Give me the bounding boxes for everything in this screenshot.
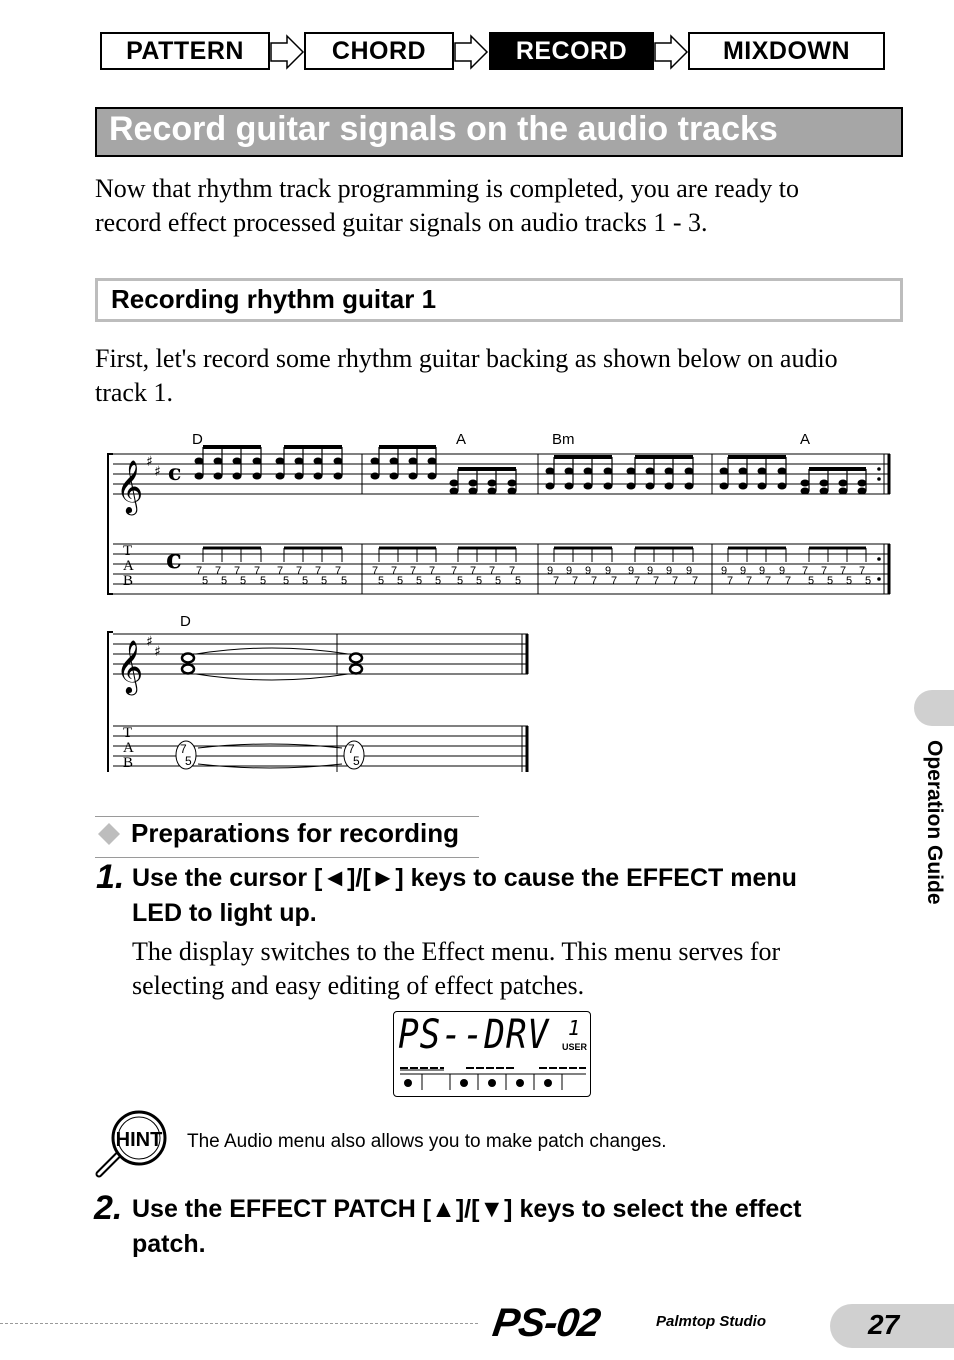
note-head	[508, 488, 517, 495]
note-head	[720, 483, 729, 490]
tab-number: 5	[282, 575, 290, 587]
note-head	[390, 473, 399, 480]
tab-number: 5	[475, 575, 483, 587]
lcd-meter	[394, 1056, 590, 1096]
note-head	[546, 483, 555, 490]
note-head	[508, 480, 517, 487]
tab-letter: T	[123, 543, 133, 559]
note-head	[371, 458, 380, 465]
tab-number: 7	[488, 565, 496, 577]
tab-number: 5	[807, 575, 815, 587]
tab-number: 7	[409, 565, 417, 577]
note-head	[627, 468, 636, 475]
tab-number: 7	[195, 565, 203, 577]
note-head	[778, 468, 787, 475]
tab-number: 7	[691, 575, 699, 587]
note-head	[739, 483, 748, 490]
step-1-number: 1.	[96, 858, 125, 896]
treble-clef-icon: 𝄞	[116, 639, 144, 693]
tab-letter: B	[123, 573, 134, 589]
note-head	[584, 468, 593, 475]
tab-number: 9	[720, 565, 728, 577]
note-head	[565, 468, 574, 475]
page-number: 27	[868, 1309, 900, 1340]
tab-number: 5	[185, 754, 192, 768]
tab-number: 5	[220, 575, 228, 587]
note-head	[488, 488, 497, 495]
section-title-bar	[95, 278, 903, 322]
note-head	[778, 483, 787, 490]
note-head	[390, 458, 399, 465]
note-head	[604, 483, 613, 490]
tab-number: 7	[633, 575, 641, 587]
tab-number: 9	[565, 565, 573, 577]
prep-heading-rule-top	[95, 816, 479, 817]
tab-number: 5	[301, 575, 309, 587]
repeat-dot	[877, 557, 881, 561]
tab-number: 7	[469, 565, 477, 577]
footer-dashed-rule	[0, 1323, 478, 1324]
intro-line-2: record effect processed guitar signals on audio tracks 1 - 3.	[95, 208, 708, 237]
step-1-line-1: Use the cursor [◄]/[►] keys to cause the EFFECT menu	[132, 864, 797, 892]
chord-symbol: A	[800, 431, 811, 448]
tab-number: 5	[864, 575, 872, 587]
tab-number: 5	[377, 575, 385, 587]
arrow-right-icon	[453, 34, 489, 70]
tab-number: 9	[584, 565, 592, 577]
note-head	[195, 458, 204, 465]
note-head	[758, 468, 767, 475]
tab-number: 7	[610, 575, 618, 587]
tab-number: 9	[778, 565, 786, 577]
tab-number: 7	[839, 565, 847, 577]
note-head	[858, 488, 867, 495]
tab-number: 7	[334, 565, 342, 577]
note-head	[839, 488, 848, 495]
tab-number: 5	[845, 575, 853, 587]
nav-step-chord: CHORD	[304, 32, 454, 70]
repeat-dot	[877, 477, 881, 481]
note-head	[295, 473, 304, 480]
tie	[196, 648, 348, 654]
tab-number: 5	[340, 575, 348, 587]
music-score-row-1	[100, 428, 900, 598]
tab-number: 5	[415, 575, 423, 587]
note-head	[428, 473, 437, 480]
note-head	[276, 458, 285, 465]
note-head	[801, 488, 810, 495]
tab-number: 7	[180, 742, 187, 756]
tab-number: 7	[371, 565, 379, 577]
hint-badge: HINT	[115, 1129, 163, 1151]
note-head	[428, 458, 437, 465]
note-head	[295, 458, 304, 465]
tab-number: 7	[295, 565, 303, 577]
prep-title: Preparations for recording	[131, 818, 459, 848]
tab-number: 7	[276, 565, 284, 577]
tab-number: 9	[604, 565, 612, 577]
note-head	[409, 473, 418, 480]
tab-number: 5	[353, 754, 360, 768]
note-head	[334, 473, 343, 480]
note-head	[214, 458, 223, 465]
system-bracket	[108, 632, 113, 772]
tab-number: 7	[253, 565, 261, 577]
note-head	[646, 468, 655, 475]
lcd-user-label: USER	[562, 1042, 588, 1052]
tab-number: 7	[314, 565, 322, 577]
lcd-patch-name: PS--DRV	[398, 1012, 549, 1058]
tab-number: 7	[552, 575, 560, 587]
tab-number: 9	[627, 565, 635, 577]
note-head	[627, 483, 636, 490]
note-head	[801, 480, 810, 487]
nav-step-pattern: PATTERN	[100, 32, 270, 70]
note-head	[685, 483, 694, 490]
note-head	[195, 473, 204, 480]
tab-number: 7	[820, 565, 828, 577]
common-time-icon: c	[168, 460, 182, 486]
tab-letter: T	[123, 725, 133, 741]
side-label	[918, 740, 948, 950]
note-head	[233, 473, 242, 480]
tab-letter: A	[123, 558, 134, 574]
note-head	[858, 480, 867, 487]
note-head	[488, 480, 497, 487]
system-bracket	[108, 454, 113, 594]
music-score-row-2	[100, 612, 540, 772]
note-head	[409, 458, 418, 465]
step-2-number: 2.	[94, 1189, 123, 1227]
note-head	[820, 488, 829, 495]
tab-number: 9	[739, 565, 747, 577]
tab-number: 7	[745, 575, 753, 587]
diamond-icon	[96, 821, 122, 847]
arrow-right-icon	[269, 34, 305, 70]
arrow-right-icon	[653, 34, 689, 70]
lcd-display	[393, 1011, 591, 1097]
nav-step-record: RECORD	[489, 32, 654, 70]
tab-number: 7	[726, 575, 734, 587]
note-head	[584, 483, 593, 490]
treble-clef-icon: 𝄞	[116, 459, 144, 513]
note-head	[665, 468, 674, 475]
note-head	[253, 473, 262, 480]
side-label-text: Operation Guide	[923, 740, 946, 905]
hint-magnifier-icon	[93, 1108, 173, 1180]
footer-logo: PS-02	[489, 1301, 603, 1345]
footer-subtitle: Palmtop Studio	[656, 1313, 766, 1330]
tab-number: 9	[758, 565, 766, 577]
common-time-icon: c	[166, 545, 182, 575]
note-head	[334, 458, 343, 465]
section-line-1: First, let's record some rhythm guitar backing as shown below on audio	[95, 344, 838, 373]
note-head	[276, 473, 285, 480]
tab-number: 7	[784, 575, 792, 587]
tab-number: 9	[546, 565, 554, 577]
tab-number: 9	[665, 565, 673, 577]
hint-text: The Audio menu also allows you to make patch changes.	[187, 1131, 667, 1152]
note-head	[839, 480, 848, 487]
tab-number: 9	[685, 565, 693, 577]
tab-number: 5	[239, 575, 247, 587]
tab-number: 7	[801, 565, 809, 577]
tab-number: 5	[201, 575, 209, 587]
tab-number: 5	[396, 575, 404, 587]
note-head	[314, 473, 323, 480]
tab-number: 7	[571, 575, 579, 587]
step-2-line-2: patch.	[132, 1230, 206, 1258]
page-title: Record guitar signals on the audio tracks	[109, 110, 778, 148]
tab-number: 7	[652, 575, 660, 587]
note-head	[371, 473, 380, 480]
page-title-bar	[95, 107, 903, 157]
note-head	[450, 488, 459, 495]
sharp-icon: ♯	[146, 454, 153, 470]
side-tab-marker	[914, 690, 954, 726]
tab-number: 7	[858, 565, 866, 577]
tie	[196, 674, 348, 680]
tab-number: 7	[764, 575, 772, 587]
note-head	[758, 483, 767, 490]
note-head	[233, 458, 242, 465]
chord-symbol: D	[180, 613, 191, 630]
tab-number: 7	[508, 565, 516, 577]
repeat-dot	[877, 577, 881, 581]
sharp-icon: ♯	[146, 634, 153, 650]
note-head	[253, 458, 262, 465]
note-head	[604, 468, 613, 475]
note-head	[214, 473, 223, 480]
tab-number: 5	[456, 575, 464, 587]
tab-number: 7	[428, 565, 436, 577]
note-head	[565, 483, 574, 490]
tab-number: 5	[434, 575, 442, 587]
note-head	[820, 480, 829, 487]
prep-heading-rule-bottom	[95, 857, 479, 858]
section-title: Recording rhythm guitar 1	[111, 284, 437, 314]
lcd-digit: 1	[568, 1016, 581, 1040]
tab-number: 7	[590, 575, 598, 587]
tab-number: 5	[514, 575, 522, 587]
whole-note	[350, 665, 362, 674]
chord-symbol: D	[192, 431, 203, 448]
note-head	[546, 468, 555, 475]
note-head	[646, 483, 655, 490]
sharp-icon: ♯	[154, 464, 161, 480]
tab-number: 5	[494, 575, 502, 587]
note-head	[685, 468, 694, 475]
tab-number: 5	[826, 575, 834, 587]
note-head	[739, 468, 748, 475]
tab-number: 7	[233, 565, 241, 577]
note-head	[450, 480, 459, 487]
tab-number: 7	[214, 565, 222, 577]
note-head	[314, 458, 323, 465]
tab-number: 9	[646, 565, 654, 577]
whole-note	[350, 654, 362, 663]
tab-number: 5	[320, 575, 328, 587]
note-head	[469, 480, 478, 487]
tab-number: 7	[390, 565, 398, 577]
note-head	[720, 468, 729, 475]
repeat-dot	[877, 467, 881, 471]
tab-number: 7	[450, 565, 458, 577]
tab-letter: A	[123, 740, 134, 756]
sharp-icon: ♯	[154, 644, 161, 660]
note-head	[469, 488, 478, 495]
step-1-body-2: selecting and easy editing of effect patches.	[132, 971, 585, 1000]
intro-line-1: Now that rhythm track programming is completed, you are ready to	[95, 174, 799, 203]
section-line-2: track 1.	[95, 378, 173, 407]
step-1-line-2: LED to light up.	[132, 899, 317, 927]
tab-number: 7	[671, 575, 679, 587]
footer-page-tab	[830, 1304, 954, 1348]
tab-number: 5	[259, 575, 267, 587]
step-1-body-1: The display switches to the Effect menu. This menu serves for	[132, 937, 781, 966]
chord-symbol: A	[456, 431, 467, 448]
tab-number: 7	[348, 742, 355, 756]
tab-letter: B	[123, 755, 134, 771]
whole-note	[182, 665, 194, 674]
note-head	[665, 483, 674, 490]
nav-step-mixdown: MIXDOWN	[688, 32, 885, 70]
whole-note	[182, 654, 194, 663]
step-2-line-1: Use the EFFECT PATCH [▲]/[▼] keys to select the effect	[132, 1195, 802, 1223]
chord-symbol: Bm	[552, 431, 575, 448]
